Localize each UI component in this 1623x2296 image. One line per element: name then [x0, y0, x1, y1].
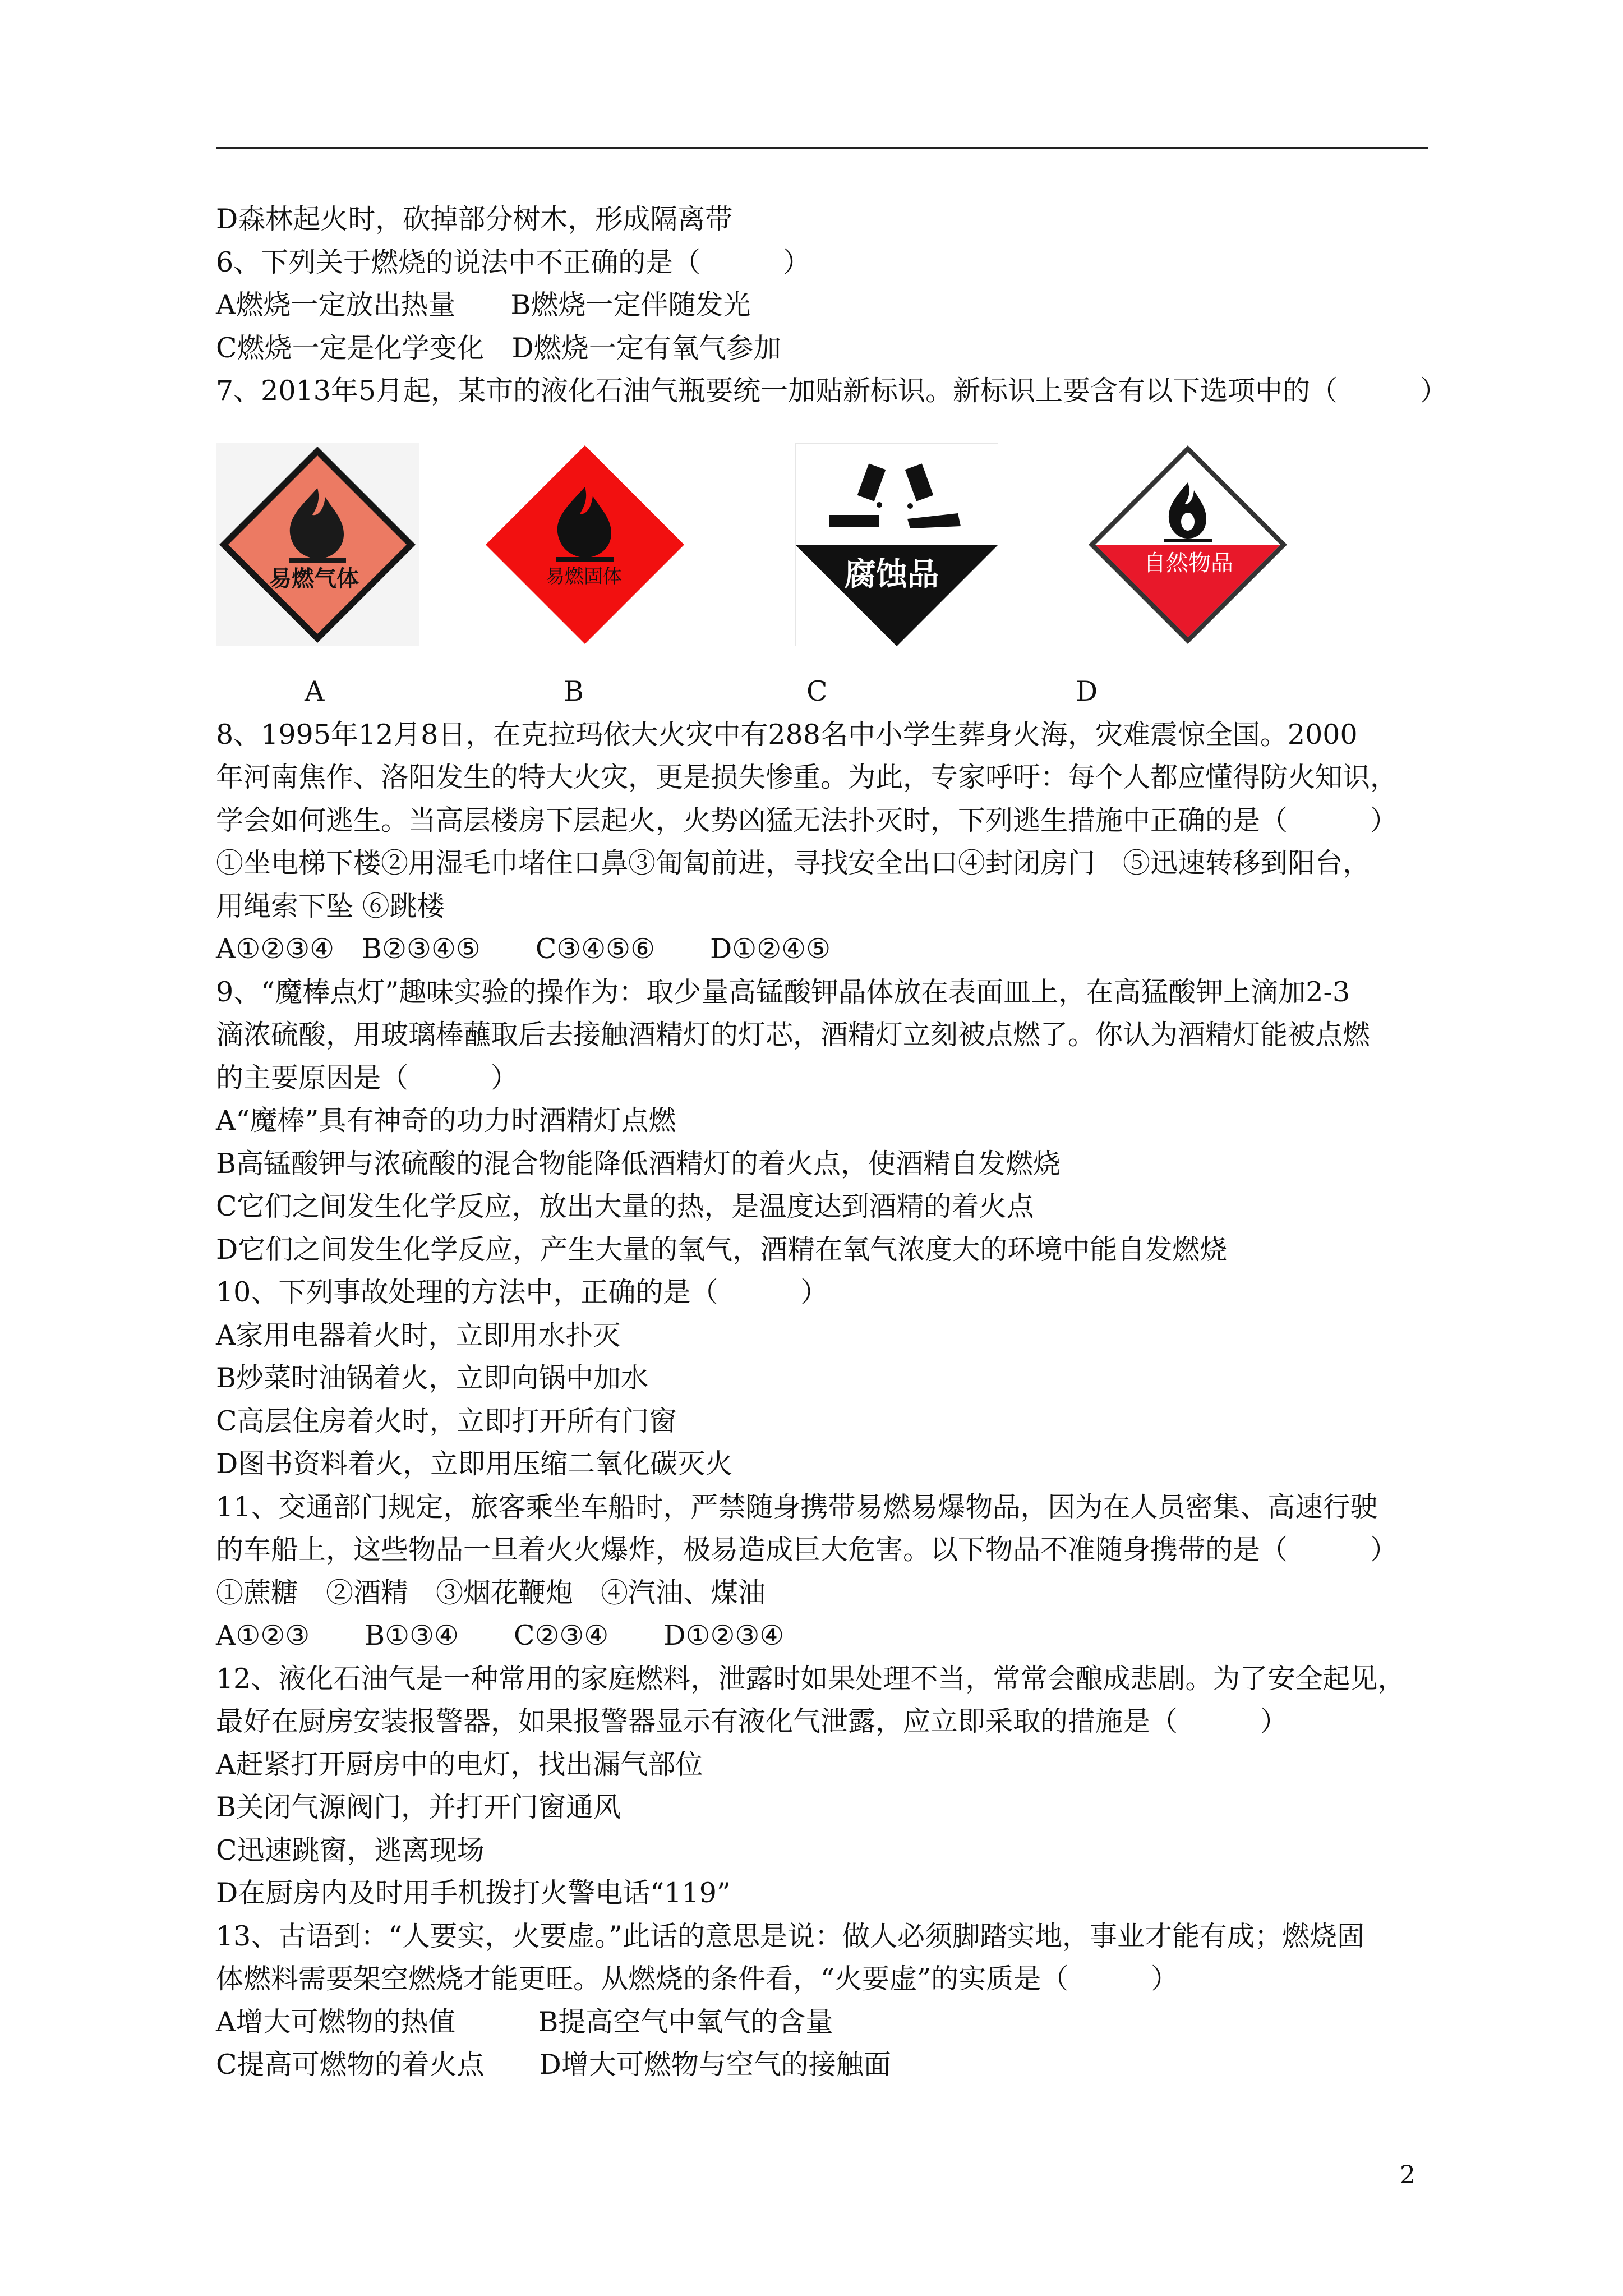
question-13: 13、古语到：“人要实，火要虚。”此话的意思是说：做人必须脚踏实地，事业才能有成；燃烧固 — [216, 1920, 1364, 1952]
question-12: 12、液化石油气是一种常用的家庭燃料，泄露时如果处理不当，常常会酿成悲剧。为了安全起见， — [216, 1663, 1405, 1695]
sign-c-text: 腐蚀品 — [845, 556, 939, 593]
text-line: A赶紧打开厨房中的电灯，找出漏气部位 — [216, 1749, 703, 1780]
flame-icon — [216, 443, 419, 646]
text-line: D它们之间发生化学反应，产生大量的氧气，酒精在氧气浓度大的环境中能自发燃烧 — [216, 1234, 1228, 1266]
text-line: C高层住房着火时，立即打开所有门窗 — [216, 1405, 677, 1437]
question-9: 9、“魔棒点灯”趣味实验的操作为：取少量高锰酸钾晶体放在表面皿上，在高猛酸钾上滴加2-3 — [216, 976, 1350, 1008]
text-line: A燃烧一定放出热量 B燃烧一定伴随发光 — [216, 289, 751, 321]
text-line: B炒菜时油锅着火，立即向锅中加水 — [216, 1362, 649, 1394]
text-line: 年河南焦作、洛阳发生的特大火灾，更是损失惨重。为此，专家呼吁：每个人都应懂得防火知识， — [216, 761, 1398, 793]
sign-d-text: 自然物品 — [1144, 550, 1233, 576]
text-line: C提高可燃物的着火点 D增大可燃物与空气的接触面 — [216, 2049, 891, 2081]
corrosion-icon — [795, 443, 998, 646]
option-label-c: C — [806, 675, 828, 707]
text-line: ①坐电梯下楼②用湿毛巾堵住口鼻③匍匐前进，寻找安全出口④封闭房门 ⑤迅速转移到阳台， — [216, 847, 1371, 879]
text-line: C燃烧一定是化学变化 D燃烧一定有氧气参加 — [216, 332, 781, 364]
hazard-sign-b — [483, 443, 686, 646]
question-8: 8、1995年12月8日，在克拉玛依大火灾中有288名中小学生葬身火海，灾难震惊全国。2000 — [216, 719, 1358, 751]
flame-icon — [483, 443, 686, 646]
text-line: A“魔棒”具有神奇的功力时酒精灯点燃 — [216, 1105, 676, 1137]
text-line: D图书资料着火，立即用压缩二氧化碳灭火 — [216, 1448, 733, 1480]
text-line: 的主要原因是（ ） — [216, 1062, 519, 1094]
question-10: 10、下列事故处理的方法中，正确的是（ ） — [216, 1276, 828, 1308]
text-line: ①蔗糖 ②酒精 ③烟花鞭炮 ④汽油、煤油 — [216, 1577, 766, 1609]
text-line: 的车船上，这些物品一旦着火火爆炸，极易造成巨大危害。以下物品不准随身携带的是（ ） — [216, 1534, 1398, 1566]
text-line: A①②③④ B②③④⑤ C③④⑤⑥ D①②④⑤ — [216, 933, 831, 965]
text-line: D森林起火时，砍掉部分树木，形成隔离带 — [216, 203, 733, 235]
question-6: 6、下列关于燃烧的说法中不正确的是（ ） — [216, 246, 811, 278]
text-line: A增大可燃物的热值 B提高空气中氧气的含量 — [216, 2006, 833, 2038]
text-line: A①②③ B①③④ C②③④ D①②③④ — [216, 1619, 785, 1651]
text-line: A家用电器着火时，立即用水扑灭 — [216, 1319, 621, 1351]
text-line: C它们之间发生化学反应，放出大量的热，是温度达到酒精的着火点 — [216, 1190, 1034, 1222]
option-label-b: B — [564, 675, 584, 707]
text-line: B高锰酸钾与浓硫酸的混合物能降低酒精灯的着火点，使酒精自发燃烧 — [216, 1148, 1061, 1180]
text-line: B关闭气源阀门，并打开门窗通风 — [216, 1791, 621, 1823]
header-rule — [216, 147, 1428, 149]
flame-icon — [1086, 443, 1289, 646]
text-line: 学会如何逃生。当高层楼房下层起火，火势凶猛无法扑灭时，下列逃生措施中正确的是（ ） — [216, 804, 1398, 836]
page-number: 2 — [1400, 2161, 1415, 2189]
option-label-a: A — [305, 675, 325, 707]
text-line: D在厨房内及时用手机拨打火警电话“119” — [216, 1877, 731, 1909]
option-label-d: D — [1076, 675, 1098, 707]
question-11: 11、交通部门规定，旅客乘坐车船时，严禁随身携带易燃易爆物品，因为在人员密集、高速行驶 — [216, 1491, 1378, 1523]
text-line: 用绳索下坠 ⑥跳楼 — [216, 890, 445, 922]
question-7: 7、2013年5月起，某市的液化石油气瓶要统一加贴新标识。新标识上要含有以下选项中的（ ） — [216, 375, 1448, 407]
text-line: C迅速跳窗，逃离现场 — [216, 1834, 485, 1866]
hazard-sign-c — [795, 443, 998, 646]
hazard-sign-a — [216, 443, 419, 646]
sign-b-text: 易燃固体 — [546, 565, 622, 588]
text-line: 最好在厨房安装报警器，如果报警器显示有液化气泄露，应立即采取的措施是（ ） — [216, 1705, 1288, 1737]
text-line: 体燃料需要架空燃烧才能更旺。从燃烧的条件看，“火要虚”的实质是（ ） — [216, 1963, 1179, 1995]
hazard-sign-d — [1086, 443, 1289, 646]
sign-a-text: 易燃气体 — [269, 566, 359, 592]
text-line: 滴浓硫酸，用玻璃棒蘸取后去接触酒精灯的灯芯，酒精灯立刻被点燃了。你认为酒精灯能被点燃 — [216, 1019, 1371, 1051]
